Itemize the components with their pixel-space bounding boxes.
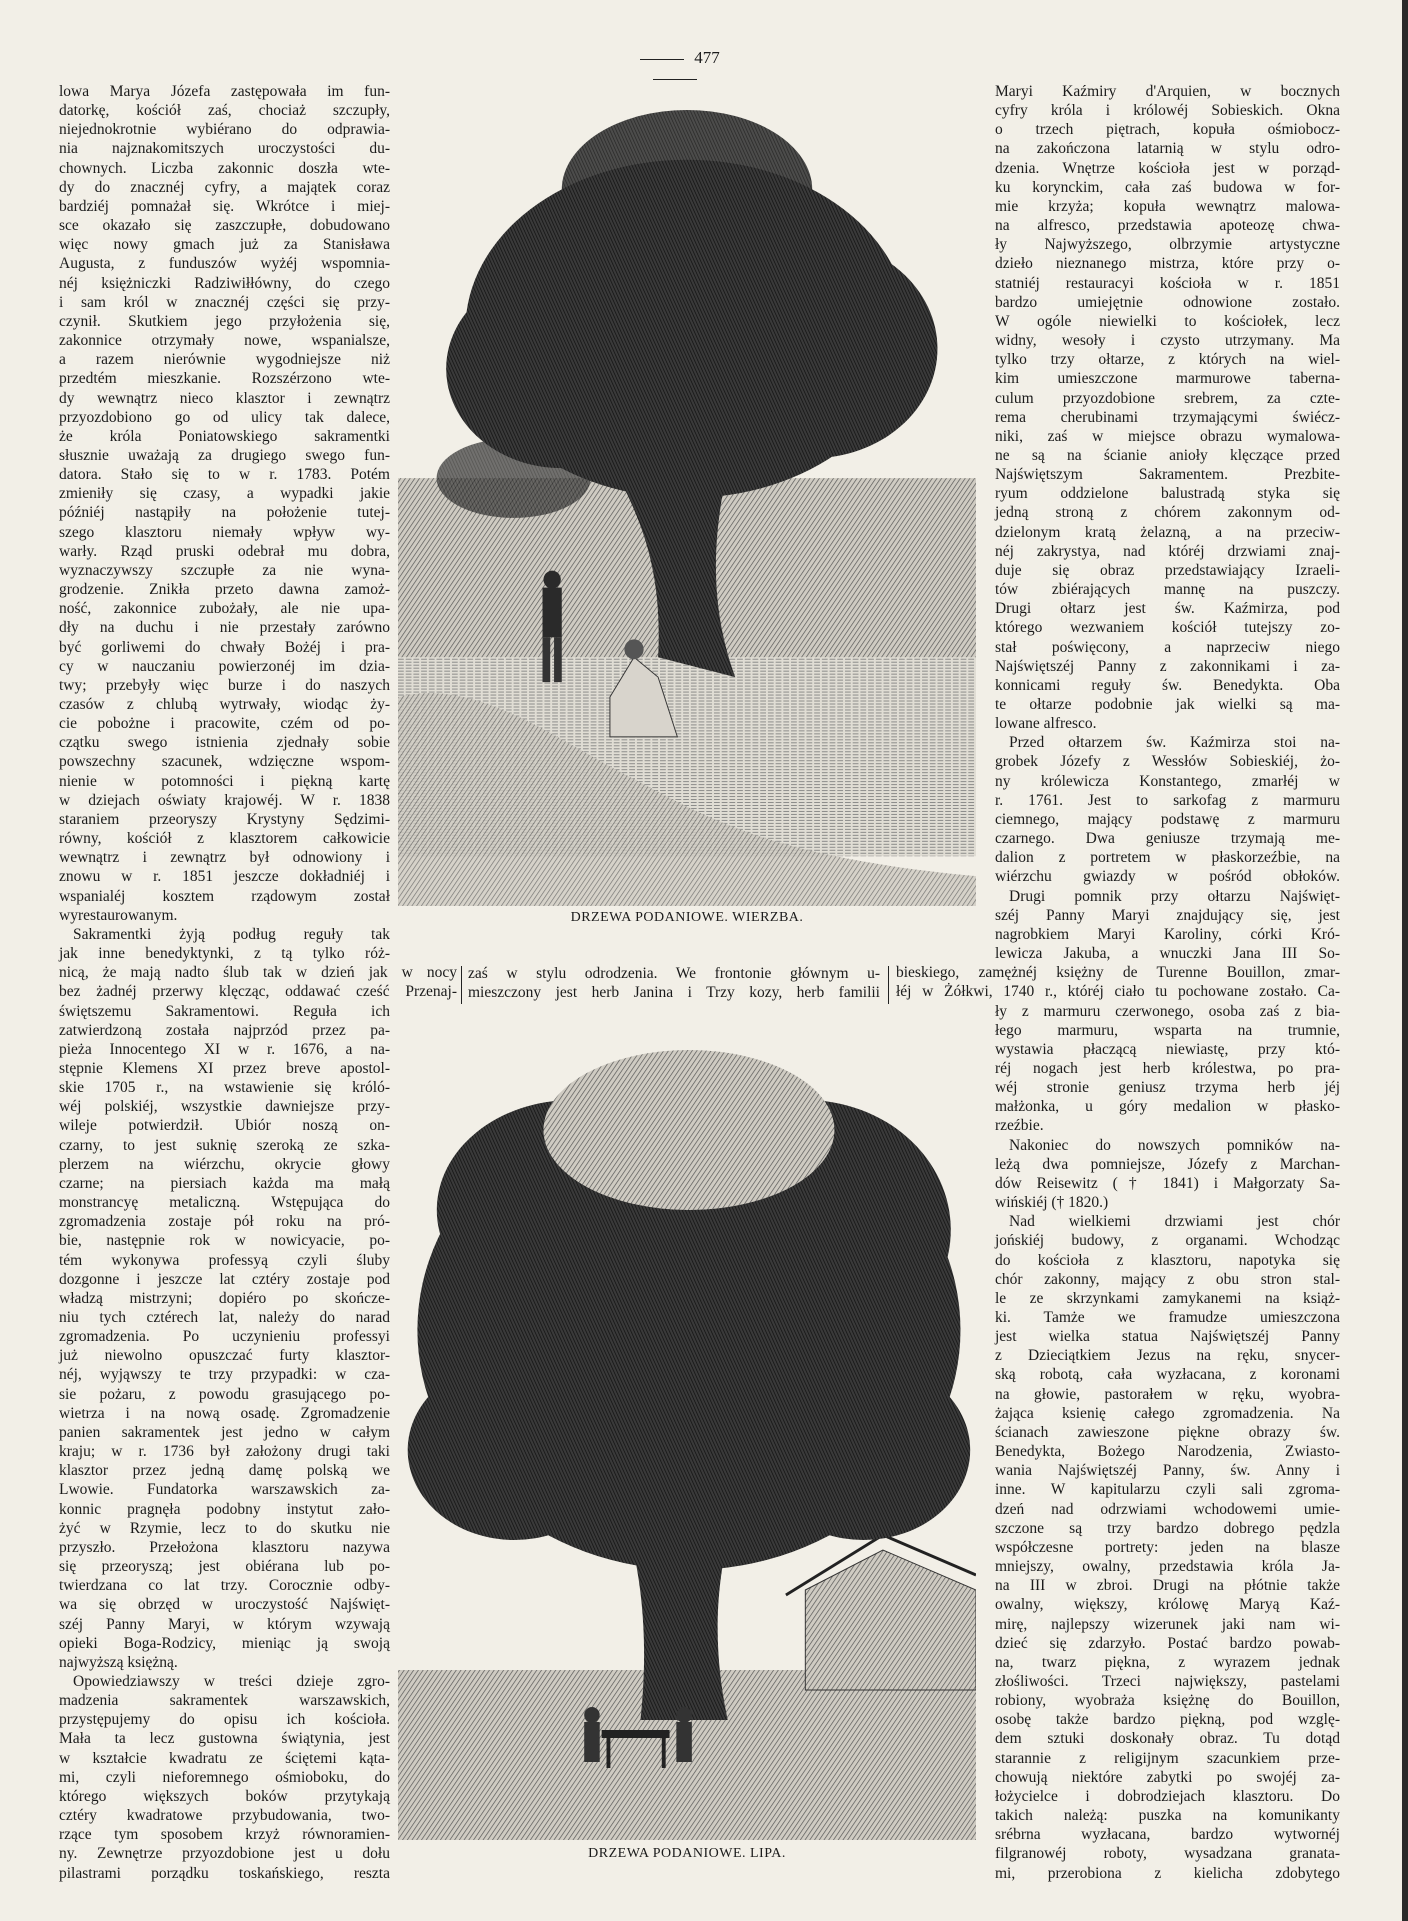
text-line: wileje potwierdził. Ubiór noszą on- — [59, 1117, 390, 1135]
text-line: lowane alfresco. — [995, 715, 1097, 733]
text-line: i sam król w znacznéj części się przy- — [59, 293, 390, 311]
text-line: złośliwości. Trzeci największy, pastelami — [995, 1672, 1340, 1690]
text-line: owalny, większy, królowę Maryą Kaź- — [995, 1596, 1340, 1614]
text-line: wspanialéj kosztem rządowym został — [59, 887, 390, 905]
text-line: skie 1705 r., na wstawienie się króló- — [59, 1079, 390, 1097]
linden-engraving — [398, 1030, 976, 1840]
text-line: széj Panny Maryi znajdujący się, jest — [995, 906, 1340, 924]
text-line: dem sztuki doskonały obraz. Tu dotąd — [995, 1730, 1340, 1748]
text-line: niki, zaś w miejsce obrazu wymalowa- — [995, 427, 1340, 445]
text-line: Przed ołtarzem św. Kaźmirza stoi na- — [1009, 734, 1340, 752]
text-line: duje się obraz przedstawiający Izraeli- — [995, 561, 1340, 579]
text-line: więc nowy gmach już za Stanisława — [59, 236, 390, 254]
text-line: starannie z religijnym szacunkiem prze- — [995, 1749, 1340, 1767]
text-line: le ze skrzynkami zamykanemi na książ- — [995, 1289, 1340, 1307]
text-line: zaś w stylu odrodzenia. We frontonie głównym u- — [468, 965, 880, 982]
text-line: przystępujemy do opisu ich kościoła. — [59, 1711, 390, 1729]
text-line: wéj stronie geniusz trzyma herb jéj — [995, 1079, 1340, 1097]
text-line: wewnątrz i zewnątrz był odnowiony i — [59, 849, 390, 867]
text-line: Lwowie. Fundatorka warszawskich za- — [59, 1481, 390, 1499]
text-line: zmieniły się czasy, a wypadki jakie — [59, 485, 390, 503]
text-line: w dziejach oświaty krajowéj. W r. 1838 — [59, 791, 390, 809]
text-line: na, twarz piękna, z wyrazem jednak — [995, 1653, 1340, 1671]
text-line: czynił. Skutkiem jego przyłożenia się, — [59, 312, 390, 330]
text-line: szczone są trzy bardzo dobrego pędzla — [995, 1519, 1340, 1537]
text-line: grodzenie. Znikła przeto dawna zamoż- — [59, 581, 390, 599]
text-line: a razem nierównie wygodniejsze niż — [59, 351, 390, 369]
text-line: plerzem na wiérzchu, okrycie głowy — [59, 1155, 390, 1173]
text-line: Sakramentki żyją podług reguły tak — [73, 925, 390, 943]
text-line: jońskiéj budowy, z organami. Wchodząc — [995, 1232, 1340, 1250]
column-rule — [461, 966, 462, 1004]
text-line: już niewolno opuszczać furty klasztor- — [59, 1347, 390, 1365]
text-line: tów zbiérających mannę na puszczy. — [995, 581, 1340, 599]
text-line: twierdzana co lat trzy. Corocznie odby- — [59, 1577, 390, 1595]
text-line: bez żadnéj przerwy klęcząc, oddawać cześć Przenaj- — [59, 983, 457, 1001]
text-line: mirę, najlepszy wizerunek jaki nam wi- — [995, 1615, 1340, 1633]
text-line: dzielonym kratą żelazną, a na przeciw- — [995, 523, 1340, 541]
text-line: łéj w Żółkwi, 1740 r., któréj ciało tu pochowane zostało. Ca- — [896, 983, 1340, 1001]
text-line: wietrza i na nową osadę. Zgromadzenie — [59, 1404, 390, 1422]
text-line: tylko trzy ołtarze, z których na wiel- — [995, 351, 1340, 369]
text-line: jak inne benedyktynki, z tą tylko róż- — [59, 945, 390, 963]
text-line: ki. Tamże we framudze umieszczona — [995, 1309, 1340, 1326]
figure-caption: DRZEWA PODANIOWE. LIPA. — [588, 1846, 786, 1861]
text-line: rzące tym sposobem krzyż równoramien- — [59, 1826, 390, 1844]
text-line: r. 1761. Jest to sarkofag z marmuru — [995, 791, 1340, 809]
text-line: jest wielka statua Najświętszéj Panny — [995, 1328, 1340, 1346]
text-line: z Dzieciątkiem Jezus na ręku, snycer- — [995, 1347, 1340, 1365]
text-line: najwyższą księżną. — [59, 1653, 178, 1671]
text-line: na głowie, pastorałem w ręku, wyobra- — [995, 1385, 1340, 1403]
text-line: łożycielce i dobrodziejach klasztoru. Do — [995, 1787, 1340, 1805]
scan-edge — [1402, 0, 1408, 1921]
text-line: ciemnego, mający podstawę z marmuru — [995, 810, 1340, 828]
text-line: twy; przebyły więc burze i do naszych — [59, 676, 390, 694]
text-line: Mała ta lecz gustowna świątynia, jest — [59, 1730, 390, 1748]
text-line: bardziéj pomnażał się. Wkrótce i miej- — [59, 197, 390, 215]
text-line: klasztor przez jedną damę polską we — [59, 1462, 390, 1480]
text-line: mie krzyża; kopuła wewnątrz malowa- — [995, 197, 1340, 215]
text-line: wiérzchu gwiazdy w pośród obłoków. — [995, 868, 1340, 886]
text-line: wa się obrzęd w uroczystość Najświęt- — [59, 1596, 390, 1614]
text-line: przedtém mieszkanie. Rozszérzono wte- — [59, 370, 390, 388]
text-line: na alfresco, przedstawia apoteozę chwa- — [995, 217, 1340, 235]
text-line: ryum oddzielone balustradą styka się — [995, 485, 1340, 503]
text-line: nagrobkiem Maryi Karoliny, córki Kró- — [995, 925, 1340, 943]
text-line: czarnego. Dwa geniusze trzymają me- — [995, 830, 1340, 848]
text-line: znowu w r. 1851 jeszcze dokładniéj i — [59, 868, 390, 886]
willow-engraving — [398, 100, 976, 906]
text-line: Drugi ołtarz jest św. Kaźmirza, pod — [995, 600, 1340, 618]
text-line: konnic pragnęła podobny instytut zało- — [59, 1500, 390, 1518]
text-line: monstrancyę metaliczną. Wstępująca do — [59, 1194, 390, 1212]
text-line: chownych. Liczba zakonnic doszła wte- — [59, 159, 390, 177]
text-line: W ogóle niewielki to kościołek, lecz — [995, 312, 1340, 330]
text-line: dy do znacznéj cyfry, a majątek coraz — [59, 178, 390, 196]
text-line: mniejszy, owalny, przedstawia króla Ja- — [995, 1558, 1340, 1576]
text-line: néj zakrystya, nad któréj drzwiami znaj- — [995, 542, 1340, 560]
text-line: culum przyozdobione srebrem, za czte- — [995, 389, 1340, 407]
text-line: Nad wielkiemi drzwiami jest chór — [1009, 1213, 1340, 1231]
text-line: mi, czyli nieforemnego ośmioboku, do — [59, 1768, 390, 1786]
text-line: ny królewicza Konstantego, zmarłéj w — [995, 772, 1340, 790]
left-text-column — [59, 82, 457, 1883]
text-line: późniéj nastąpiły na położenie tutej- — [59, 504, 390, 522]
text-line: ścianach zawieszone piękne obrazy św. — [995, 1423, 1340, 1441]
text-line: sie pożaru, z powodu grasującego po- — [59, 1385, 390, 1403]
middle-text-strip — [468, 964, 880, 1002]
text-line: zgromadzenia zostaje pół roku na pró- — [59, 1213, 390, 1231]
village-house — [786, 1535, 976, 1690]
text-line: którego wezwaniem kościół tutejszy zo- — [995, 619, 1340, 637]
text-line: żyć w Rzymie, lecz to do skutku nie — [59, 1519, 390, 1537]
text-line: nienie w potomności i piękną kartę — [59, 772, 390, 790]
text-line: niejednokrotnie wybiérano do odprawia- — [59, 121, 390, 139]
text-line: rema cherubinami trzymającymi świécz- — [995, 408, 1340, 426]
text-line: lewicza Jakuba, a wnuczki Jana III So- — [995, 945, 1340, 963]
text-line: Opowiedziawszy w treści dzieje zgro- — [73, 1672, 390, 1690]
text-line: przyszło. Przełożona klasztoru nazywa — [59, 1538, 390, 1556]
text-line: świętszemu Sakramentowi. Reguła ich — [59, 1002, 390, 1020]
text-line: słusznie uważają za drugiego swego fun- — [59, 446, 390, 464]
text-line: néj, wyjąwszy te trzy przypadki: w cza- — [59, 1366, 390, 1384]
text-line: ską robotą, cała wyzłacana, z koronami — [995, 1366, 1340, 1384]
text-line: Najświętszym Sakramentem. Prezbite- — [995, 466, 1340, 484]
text-line: o trzech piętrach, kopuła ośmiobocz- — [995, 121, 1340, 139]
text-line: opieki Boga-Rodzicy, mieniąc ją swoją — [59, 1634, 390, 1652]
text-line: grobek Józefy z Wessłów Sobieskiéj, żo- — [995, 753, 1340, 771]
text-line: czarny, to jest suknię szeroką ze szka- — [59, 1136, 390, 1154]
text-line: dły na duchu i nie przestały zarówno — [59, 619, 390, 637]
text-line: jedną stroną z chórem zakonnym od- — [995, 504, 1340, 522]
text-line: dzenia. Wnętrze kościoła jest w porząd- — [995, 159, 1340, 177]
figure-caption: DRZEWA PODANIOWE. WIERZBA. — [570, 910, 804, 925]
text-line: mi, przerobiona z kielicha zdobytego — [995, 1864, 1340, 1882]
text-line: na zakończona latarnią w stylu odro- — [995, 140, 1340, 158]
text-line: Benedykta, Bożego Narodzenia, Zwiasto- — [995, 1443, 1340, 1461]
text-line: Nakoniec do nowszych pomników na- — [1009, 1136, 1340, 1154]
linden-crown — [408, 1050, 970, 1570]
text-line: szego klasztoru niemały wpływ wy- — [59, 523, 390, 541]
text-line: wyrestaurowanym. — [59, 906, 178, 924]
text-line: równy, kościół z klasztorem całkowicie — [59, 830, 390, 848]
text-line: widny, wesoły i czysto utrzymany. Ma — [995, 332, 1340, 350]
text-line: Najświętszéj Panny z zakonnikami i za- — [995, 657, 1340, 675]
text-line: Maryi Kaźmiry d'Arquien, w bocznych — [995, 83, 1340, 100]
text-line: ne są na ścianie anioły klęczące przed — [995, 446, 1340, 464]
text-line: zatwierdzoną została najprzód przez pa- — [59, 1021, 390, 1039]
text-line: stępnie Klemens XI przez breve apostol- — [59, 1059, 390, 1077]
text-line: cztéry kwadratowe przybudowania, two- — [59, 1807, 390, 1825]
text-line: cyfry króla i królowéj Sobieskich. Okna — [995, 102, 1340, 120]
text-line: mieszczony jest herb Janina i Trzy kozy, herb familii — [468, 984, 880, 1002]
text-line: się przeoryszą; jest obiérana lub po- — [59, 1558, 390, 1576]
text-line: rzeźbie. — [995, 1117, 1044, 1135]
text-line: ły z marmuru czerwonego, osoba zaś z bia- — [995, 1002, 1340, 1020]
text-line: kim umieszczone marmurowe taberna- — [995, 370, 1340, 388]
text-line: że króla Poniatowskiego sakramentki — [59, 427, 390, 445]
text-line: srébrna wyzłacana, bardzo wytwornéj — [995, 1826, 1340, 1844]
text-line: małżonka, u góry medalion w płasko- — [995, 1098, 1340, 1116]
text-line: nia najznakomitszych uroczystości du- — [59, 140, 390, 158]
text-line: robiony, wyobraża księżnę do Bouillon, — [995, 1692, 1340, 1710]
text-line: powszechny szacunek, wdzięczne wspom- — [59, 753, 390, 771]
text-line: dzieło nieznanego mistrza, które przy o- — [995, 255, 1340, 273]
text-line: ły Najwyższego, olbrzymie artystyczne — [995, 236, 1340, 254]
text-line: dozgonne i jeszcze lat cztéry zostaje pod — [59, 1270, 390, 1288]
text-line: w kształcie kwadratu ze ściętemi kąta- — [59, 1749, 390, 1767]
text-line: dzieć się zdarzyło. Postać bardzo powab- — [995, 1634, 1340, 1652]
text-line: te ołtarze podobnie jak wielki są ma- — [995, 696, 1340, 713]
text-line: osobę także bardzo piękną, pod wzglę- — [995, 1711, 1340, 1729]
text-line: chór zakonny, mający z obu stron stal- — [995, 1270, 1340, 1288]
text-line: cie pobożne i pracowite, czém od po- — [59, 715, 390, 733]
text-line: filgranowéj roboty, wysadzana granata- — [995, 1845, 1340, 1863]
text-line: réj nogach jest herb królestwa, po pra- — [995, 1059, 1340, 1077]
text-line: wyznaczywszy szczupłe za nie wyna- — [59, 561, 390, 579]
text-line: madzenia sakramentek warszawskich, — [59, 1692, 390, 1710]
text-line: zgromadzenia. Po uczynieniu professyi — [59, 1328, 390, 1346]
willow-crown — [437, 110, 938, 518]
text-line: współczesne portrety: jeden na blasze — [995, 1538, 1340, 1556]
text-line: czątku swego istnienia zjednały sobie — [59, 734, 390, 752]
text-line: wińskiéj († 1820.) — [995, 1194, 1109, 1212]
text-line: Drugi pomnik przy ołtarzu Najświęt- — [1009, 887, 1340, 905]
text-line: stał poświęcony, a naprzeciw niego — [995, 638, 1340, 656]
text-line: sce okazało się zaszczupłe, dobudowano — [59, 217, 390, 235]
text-line: ku korynckim, cała zaś budowa w for- — [995, 178, 1340, 196]
text-line: kraju; w r. 1736 był założony drugi taki — [59, 1443, 390, 1461]
text-line: staraniem przeoryszy Krystyny Sędzimi- — [59, 810, 390, 828]
column-rule — [888, 966, 889, 1004]
text-line: nicą, że mają nadto ślub tak w dzień jak w nocy — [59, 964, 457, 982]
text-line: dzeń nad odrzwiami wchodowemi umie- — [995, 1500, 1340, 1518]
text-line: dalion z portretem w płaskorzeźbie, na — [995, 849, 1340, 867]
text-line: wystawia płaczącą niewiastę, przy któ- — [995, 1040, 1340, 1058]
text-line: ny. Zewnętrze przyozdobione jest u dołu — [59, 1845, 390, 1863]
text-line: inne. W kapitularzu czyli sali zgroma- — [995, 1481, 1340, 1499]
text-line: wéj polskiéj, wszystkie dawniejsze przy- — [59, 1098, 390, 1116]
text-line: bie, następnie rok w nowicyacie, po- — [59, 1232, 390, 1250]
text-line: Augusta, z funduszów wyżéj wspomnia- — [59, 255, 390, 273]
text-line: tém wykonywa professyą czyli śluby — [59, 1251, 390, 1269]
text-line: datorkę, kościół zaś, chociaż szczupły, — [59, 102, 390, 120]
text-line: czarne; na piersiach każda ma małą — [59, 1174, 390, 1192]
text-line: panien sakramentek jest jedno w całym — [59, 1423, 390, 1441]
text-line: statniéj restauracyi kościoła w r. 1851 — [995, 274, 1340, 292]
text-line: warły. Rząd pruski odebrał mu dobra, — [59, 542, 390, 560]
text-line: leżą dwa pomniejsze, Józefy z Marchan- — [995, 1155, 1340, 1173]
text-line: bieskiego, zamężnéj księżny de Turenne Bouillon, zmar- — [896, 964, 1340, 982]
text-line: wania Najświętszéj Panny, św. Anny i — [995, 1462, 1340, 1480]
text-line: konnicami reguły św. Benedykta. Oba — [995, 676, 1340, 694]
text-line: władzą mistrzyni; dopiéro po skończe- — [59, 1289, 390, 1307]
text-line: pilastrami porządku toskańskiego, reszta — [59, 1864, 390, 1882]
text-line: ność, zakonnice zubożały, ale nie upa- — [59, 600, 390, 618]
text-line: néj księżniczki Radziwiłłówny, do czego — [59, 274, 390, 292]
text-line: bardzo umiejętnie odnowione zostało. — [995, 293, 1340, 311]
text-line: żająca ksienię całego zgromadzenia. Na — [995, 1404, 1340, 1422]
text-line: na III w zbroi. Drugi na płótnie także — [995, 1577, 1340, 1595]
text-line: datora. Stało się to w r. 1783. Potém — [59, 466, 390, 484]
text-line: być gorliwemi do chwały Bożéj i pra- — [59, 638, 390, 656]
text-line: do kościoła z klasztoru, napotyka się — [995, 1251, 1340, 1269]
page-number: 477 — [600, 48, 750, 88]
text-line: cy w nauczaniu powierzonéj im dzia- — [59, 657, 390, 675]
text-line: którego większych boków przytykają — [59, 1787, 390, 1805]
text-line: chowują niektóre zabytki po swojéj za- — [995, 1768, 1340, 1786]
text-line: dy wewnątrz nieco klasztor i zewnątrz — [59, 389, 390, 407]
text-line: takich należą: puszka na komunikanty — [995, 1807, 1340, 1825]
text-line: niu tych cztérech lat, należy do narad — [59, 1309, 390, 1326]
text-line: széj Panny Maryi, w którym wzywają — [59, 1615, 390, 1633]
text-line: przyozdobiono go od ulicy tak dalece, — [59, 408, 390, 426]
text-line: łego marmuru, wsparta na trumnie, — [995, 1021, 1340, 1039]
text-line: czasów z chlubą wytrwały, wiodąc ży- — [59, 696, 390, 713]
text-line: dów Reisewitz († 1841) i Małgorzaty Sa- — [995, 1174, 1340, 1192]
text-line: lowa Marya Józefa zastępowała im fun- — [59, 83, 390, 100]
text-line: pieża Innocentego XI w r. 1676, a na- — [59, 1040, 390, 1058]
text-line: zakonnice otrzymały nowe, wspanialsze, — [59, 332, 390, 350]
right-text-column — [896, 82, 1340, 1883]
